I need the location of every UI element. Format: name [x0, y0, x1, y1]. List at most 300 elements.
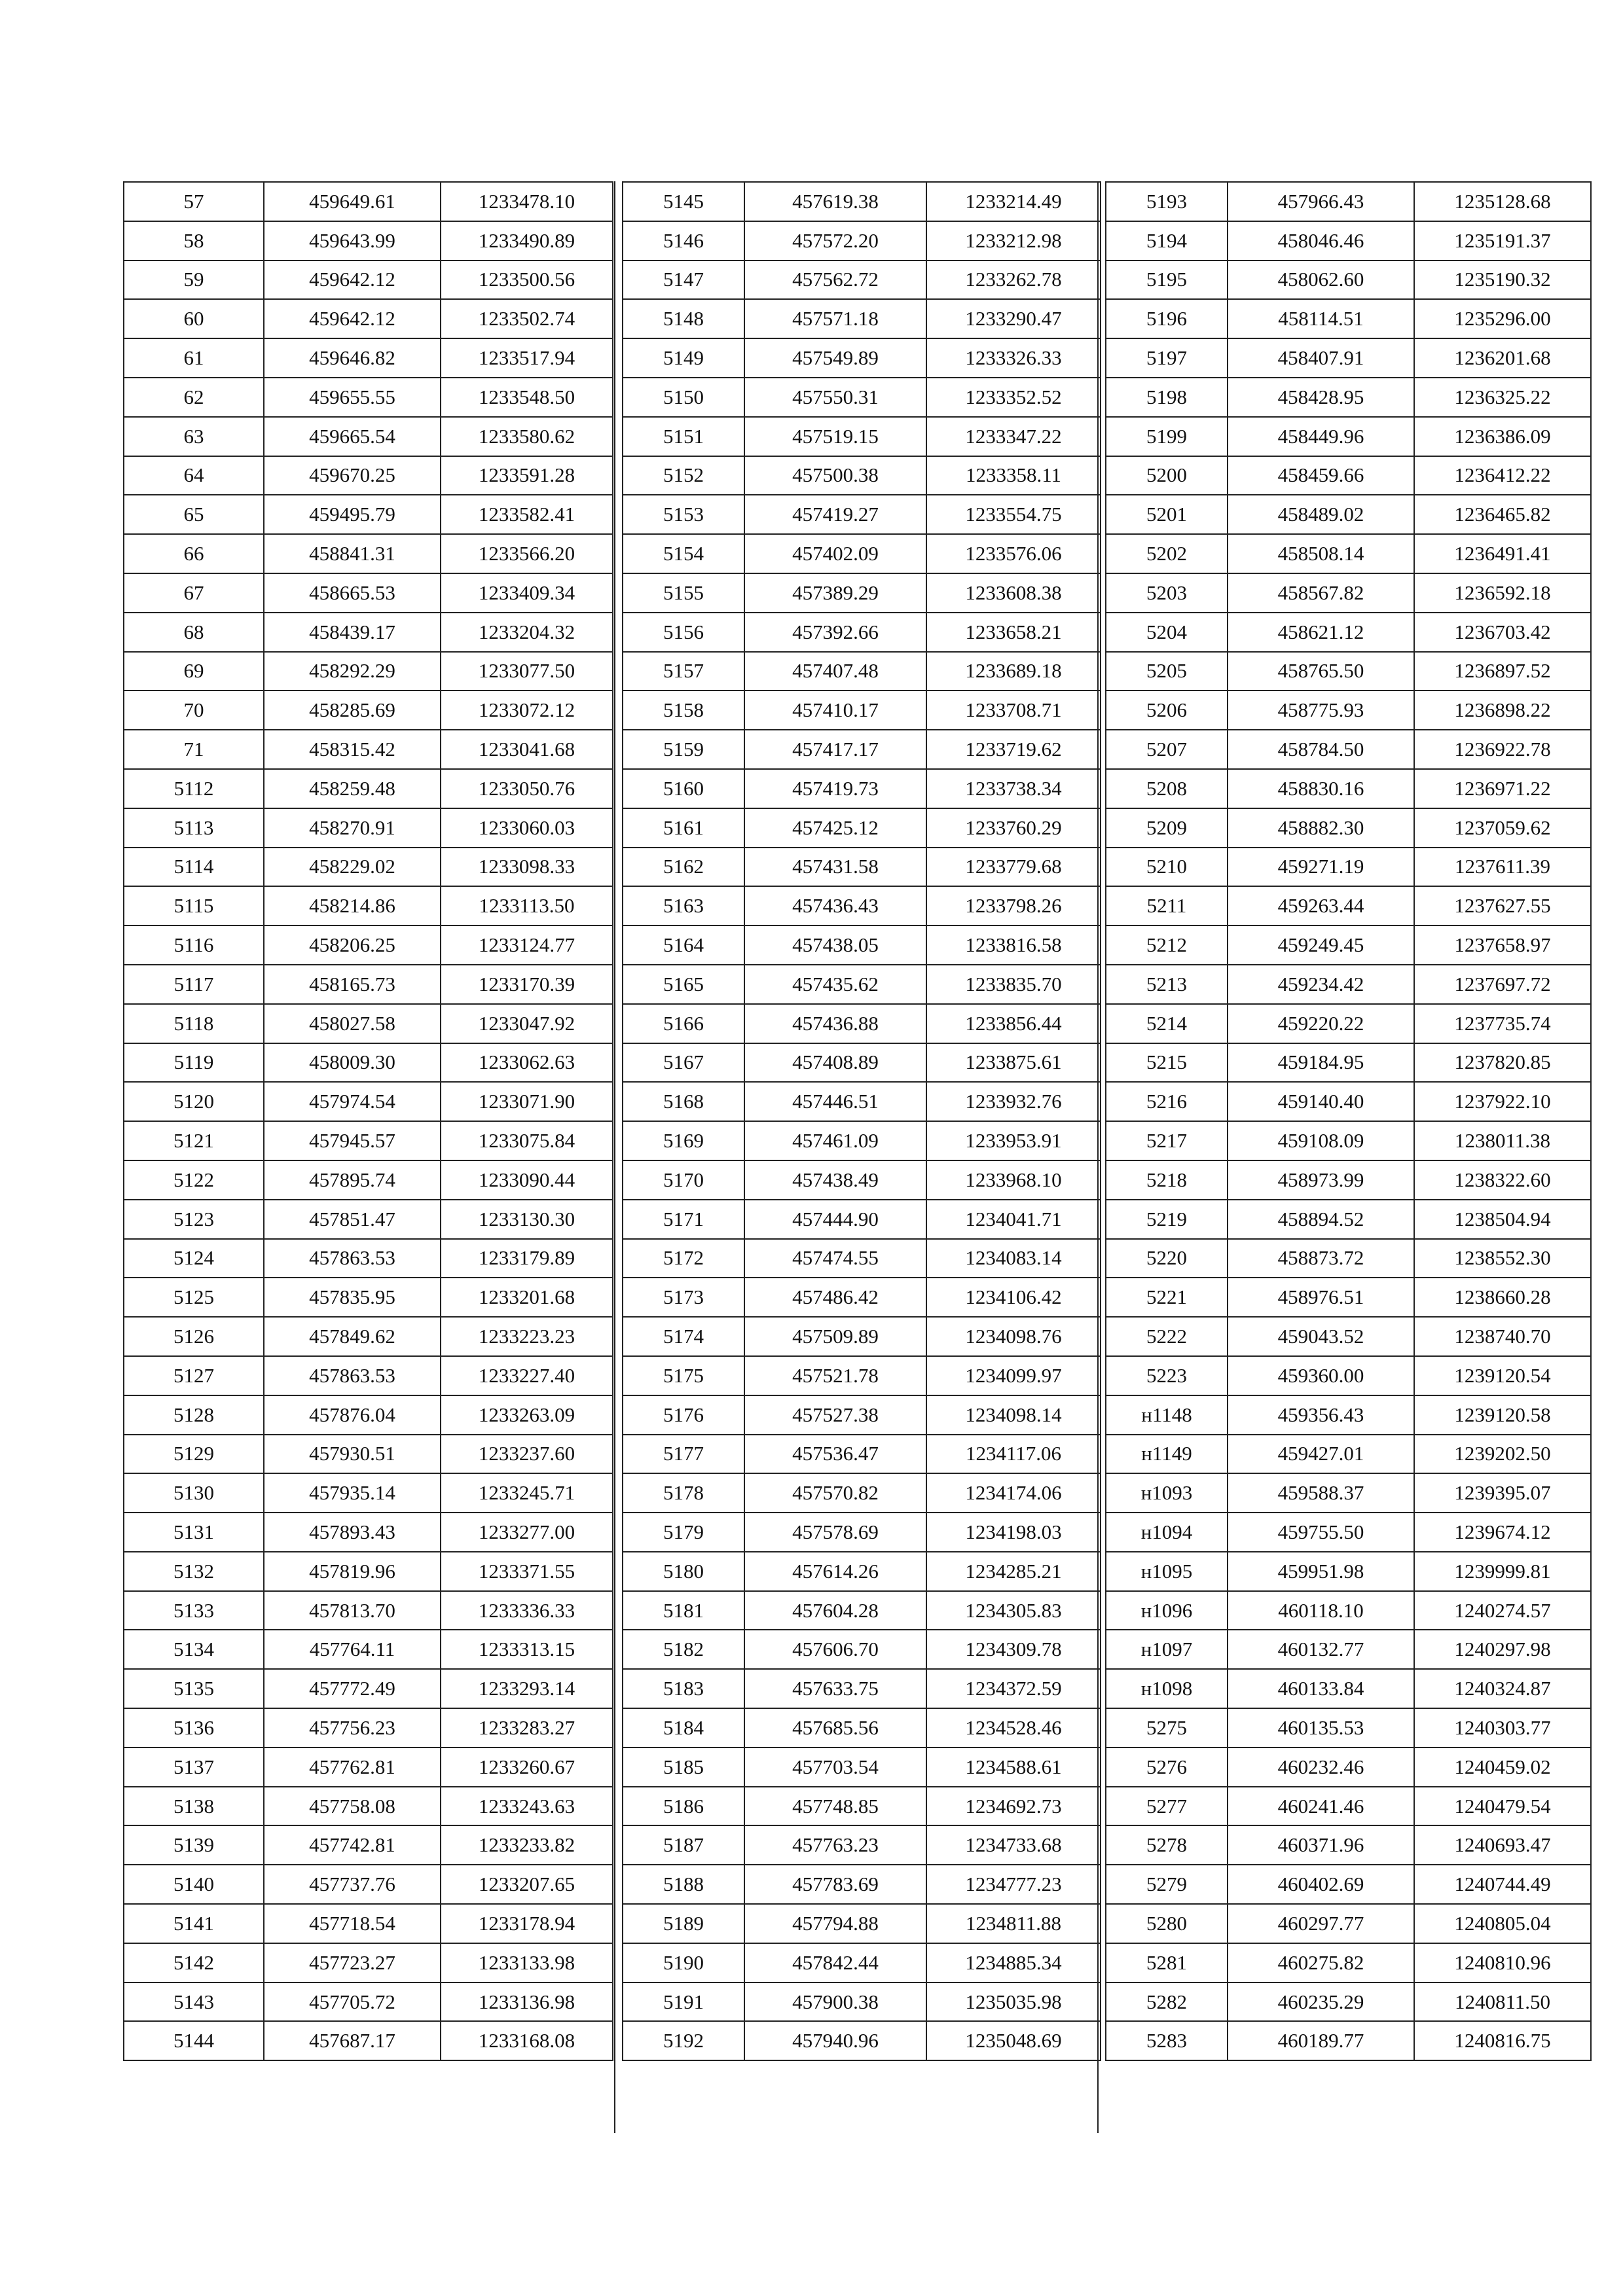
point-number-cell: 5222 [1106, 1317, 1228, 1356]
table-row [124, 417, 613, 456]
table-row [1106, 730, 1591, 769]
table-row [623, 456, 1101, 495]
point-number-cell: 5141 [124, 1904, 264, 1943]
point-number-cell: 5143 [124, 1982, 264, 2022]
x-coordinate-cell: 460133.84 [1228, 1669, 1414, 1708]
x-coordinate-cell: 457444.90 [744, 1200, 926, 1239]
point-number-cell: 5112 [124, 769, 264, 808]
y-coordinate-cell: 1233090.44 [441, 1160, 613, 1200]
x-coordinate-cell: 457685.56 [744, 1708, 926, 1748]
point-number-cell: 5161 [623, 808, 744, 848]
table-row [623, 730, 1101, 769]
y-coordinate-cell: 1236897.52 [1414, 652, 1591, 691]
point-number-cell: 5175 [623, 1356, 744, 1395]
y-coordinate-cell: 1240297.98 [1414, 1630, 1591, 1669]
x-coordinate-cell: 457604.28 [744, 1591, 926, 1630]
y-coordinate-cell: 1234733.68 [926, 1825, 1101, 1865]
x-coordinate-cell: 457900.38 [744, 1982, 926, 2022]
x-coordinate-cell: 459642.12 [264, 299, 441, 338]
x-coordinate-cell: 457486.42 [744, 1278, 926, 1317]
x-coordinate-cell: 459184.95 [1228, 1043, 1414, 1083]
x-coordinate-cell: 460297.77 [1228, 1904, 1414, 1943]
point-number-cell: 5221 [1106, 1278, 1228, 1317]
point-number-cell: 5181 [623, 1591, 744, 1630]
y-coordinate-cell: 1233260.67 [441, 1748, 613, 1787]
table-row [1106, 1356, 1591, 1395]
y-coordinate-cell: 1233245.71 [441, 1473, 613, 1513]
y-coordinate-cell: 1236325.22 [1414, 378, 1591, 417]
x-coordinate-cell: 457930.51 [264, 1435, 441, 1474]
table-row [124, 456, 613, 495]
y-coordinate-cell: 1235191.37 [1414, 221, 1591, 260]
point-number-cell: 5189 [623, 1904, 744, 1943]
y-coordinate-cell: 1233072.12 [441, 691, 613, 730]
y-coordinate-cell: 1233237.60 [441, 1435, 613, 1474]
y-coordinate-cell: 1233336.33 [441, 1591, 613, 1630]
table-row [1106, 1669, 1591, 1708]
point-number-cell: 5114 [124, 848, 264, 887]
table-row [124, 1591, 613, 1630]
table-row [1106, 456, 1591, 495]
y-coordinate-cell: 1233136.98 [441, 1982, 613, 2022]
x-coordinate-cell: 457446.51 [744, 1082, 926, 1121]
x-coordinate-cell: 459646.82 [264, 338, 441, 378]
y-coordinate-cell: 1233071.90 [441, 1082, 613, 1121]
table-row [124, 1669, 613, 1708]
y-coordinate-cell: 1234692.73 [926, 1787, 1101, 1826]
x-coordinate-cell: 457407.48 [744, 652, 926, 691]
point-number-cell: 5188 [623, 1865, 744, 1904]
x-coordinate-cell: 458508.14 [1228, 534, 1414, 573]
point-number-cell: 5165 [623, 965, 744, 1004]
x-coordinate-cell: 459649.61 [264, 182, 441, 221]
x-coordinate-cell: 457863.53 [264, 1356, 441, 1395]
y-coordinate-cell: 1233212.98 [926, 221, 1101, 260]
point-number-cell: 5122 [124, 1160, 264, 1200]
x-coordinate-cell: 460118.10 [1228, 1591, 1414, 1630]
table-row [623, 338, 1101, 378]
x-coordinate-cell: 457813.70 [264, 1591, 441, 1630]
point-number-cell: 5223 [1106, 1356, 1228, 1395]
table-row [124, 1513, 613, 1552]
table-row [124, 1160, 613, 1200]
x-coordinate-cell: 459755.50 [1228, 1513, 1414, 1552]
point-number-cell: 5117 [124, 965, 264, 1004]
y-coordinate-cell: 1236703.42 [1414, 613, 1591, 652]
y-coordinate-cell: 1236412.22 [1414, 456, 1591, 495]
x-coordinate-cell: 458259.48 [264, 769, 441, 808]
table-row [1106, 417, 1591, 456]
table-row [623, 2021, 1101, 2060]
point-number-cell: 5184 [623, 1708, 744, 1748]
table-row [124, 1865, 613, 1904]
point-number-cell: 63 [124, 417, 264, 456]
point-number-cell: 5121 [124, 1121, 264, 1160]
table-row [124, 1473, 613, 1513]
y-coordinate-cell: 1233168.08 [441, 2021, 613, 2060]
x-coordinate-cell: 459263.44 [1228, 886, 1414, 925]
y-coordinate-cell: 1233290.47 [926, 299, 1101, 338]
y-coordinate-cell: 1234198.03 [926, 1513, 1101, 1552]
table-body [623, 182, 1101, 2060]
x-coordinate-cell: 457435.62 [744, 965, 926, 1004]
point-number-cell: 5174 [623, 1317, 744, 1356]
table-row [623, 1630, 1101, 1669]
point-number-cell: 5146 [623, 221, 744, 260]
point-number-cell: 5281 [1106, 1943, 1228, 1982]
point-number-cell: 60 [124, 299, 264, 338]
y-coordinate-cell: 1233798.26 [926, 886, 1101, 925]
y-coordinate-cell: 1233062.63 [441, 1043, 613, 1083]
x-coordinate-cell: 459108.09 [1228, 1121, 1414, 1160]
point-number-cell: 5137 [124, 1748, 264, 1787]
y-coordinate-cell: 1240693.47 [1414, 1825, 1591, 1865]
table-row [1106, 1200, 1591, 1239]
point-number-cell: 5200 [1106, 456, 1228, 495]
table-row [124, 1552, 613, 1591]
table-row [623, 1239, 1101, 1278]
y-coordinate-cell: 1233760.29 [926, 808, 1101, 848]
y-coordinate-cell: 1234117.06 [926, 1435, 1101, 1474]
x-coordinate-cell: 458873.72 [1228, 1239, 1414, 1278]
table-row [1106, 1473, 1591, 1513]
point-number-cell: 5172 [623, 1239, 744, 1278]
y-coordinate-cell: 1238011.38 [1414, 1121, 1591, 1160]
x-coordinate-cell: 457703.54 [744, 1748, 926, 1787]
y-coordinate-cell: 1233227.40 [441, 1356, 613, 1395]
x-coordinate-cell: 457438.05 [744, 925, 926, 965]
table-row [1106, 1591, 1591, 1630]
point-number-cell: 5183 [623, 1669, 744, 1708]
table-row [124, 1004, 613, 1043]
table-row [623, 652, 1101, 691]
table-row [1106, 1082, 1591, 1121]
table-row [124, 1982, 613, 2022]
point-number-cell: 5217 [1106, 1121, 1228, 1160]
y-coordinate-cell: 1233953.91 [926, 1121, 1101, 1160]
point-number-cell: 57 [124, 182, 264, 221]
point-number-cell: 5197 [1106, 338, 1228, 378]
point-number-cell: 5151 [623, 417, 744, 456]
y-coordinate-cell: 1238740.70 [1414, 1317, 1591, 1356]
x-coordinate-cell: 458270.91 [264, 808, 441, 848]
table-row [124, 260, 613, 300]
table-row [1106, 1748, 1591, 1787]
point-number-cell: 5207 [1106, 730, 1228, 769]
x-coordinate-cell: 458428.95 [1228, 378, 1414, 417]
point-number-cell: 5159 [623, 730, 744, 769]
point-number-cell: 5191 [623, 1982, 744, 2022]
x-coordinate-cell: 458765.50 [1228, 652, 1414, 691]
x-coordinate-cell: 457851.47 [264, 1200, 441, 1239]
point-number-cell: н1149 [1106, 1435, 1228, 1474]
point-number-cell: 5210 [1106, 848, 1228, 887]
y-coordinate-cell: 1233500.56 [441, 260, 613, 300]
x-coordinate-cell: 458841.31 [264, 534, 441, 573]
x-coordinate-cell: 457614.26 [744, 1552, 926, 1591]
table-row [124, 1395, 613, 1435]
table-row [124, 1748, 613, 1787]
x-coordinate-cell: 460232.46 [1228, 1748, 1414, 1787]
x-coordinate-cell: 457571.18 [744, 299, 926, 338]
y-coordinate-cell: 1234099.97 [926, 1356, 1101, 1395]
y-coordinate-cell: 1233170.39 [441, 965, 613, 1004]
table-row [623, 1669, 1101, 1708]
table-row [623, 1200, 1101, 1239]
x-coordinate-cell: 457737.76 [264, 1865, 441, 1904]
y-coordinate-cell: 1234309.78 [926, 1630, 1101, 1669]
y-coordinate-cell: 1238660.28 [1414, 1278, 1591, 1317]
point-number-cell: 5169 [623, 1121, 744, 1160]
table-row [623, 925, 1101, 965]
table-row [623, 1982, 1101, 2022]
table-row [1106, 182, 1591, 221]
point-number-cell: 5126 [124, 1317, 264, 1356]
point-number-cell: 5209 [1106, 808, 1228, 848]
y-coordinate-cell: 1233326.33 [926, 338, 1101, 378]
y-coordinate-cell: 1234285.21 [926, 1552, 1101, 1591]
x-coordinate-cell: 457842.44 [744, 1943, 926, 1982]
y-coordinate-cell: 1238322.60 [1414, 1160, 1591, 1200]
point-number-cell: 5176 [623, 1395, 744, 1435]
table-row [623, 378, 1101, 417]
table-row [124, 1356, 613, 1395]
y-coordinate-cell: 1233352.52 [926, 378, 1101, 417]
y-coordinate-cell: 1235035.98 [926, 1982, 1101, 2022]
point-number-cell: 5171 [623, 1200, 744, 1239]
x-coordinate-cell: 458775.93 [1228, 691, 1414, 730]
y-coordinate-cell: 1233371.55 [441, 1552, 613, 1591]
table-row [1106, 1317, 1591, 1356]
y-coordinate-cell: 1233075.84 [441, 1121, 613, 1160]
table-row [623, 1395, 1101, 1435]
x-coordinate-cell: 459670.25 [264, 456, 441, 495]
x-coordinate-cell: 457509.89 [744, 1317, 926, 1356]
x-coordinate-cell: 459356.43 [1228, 1395, 1414, 1435]
point-number-cell: 5218 [1106, 1160, 1228, 1200]
y-coordinate-cell: 1233113.50 [441, 886, 613, 925]
x-coordinate-cell: 458439.17 [264, 613, 441, 652]
table-row [623, 299, 1101, 338]
x-coordinate-cell: 457410.17 [744, 691, 926, 730]
coordinates-table-1 [123, 181, 613, 2061]
table-row [623, 1865, 1101, 1904]
y-coordinate-cell: 1240816.75 [1414, 2021, 1591, 2060]
point-number-cell: 5177 [623, 1435, 744, 1474]
y-coordinate-cell: 1235128.68 [1414, 182, 1591, 221]
y-coordinate-cell: 1233283.27 [441, 1708, 613, 1748]
y-coordinate-cell: 1233277.00 [441, 1513, 613, 1552]
x-coordinate-cell: 458621.12 [1228, 613, 1414, 652]
y-coordinate-cell: 1234098.76 [926, 1317, 1101, 1356]
table-row [1106, 2021, 1591, 2060]
y-coordinate-cell: 1239674.12 [1414, 1513, 1591, 1552]
table-row [623, 417, 1101, 456]
x-coordinate-cell: 457940.96 [744, 2021, 926, 2060]
y-coordinate-cell: 1235190.32 [1414, 260, 1591, 300]
point-number-cell: 5187 [623, 1825, 744, 1865]
point-number-cell: н1094 [1106, 1513, 1228, 1552]
y-coordinate-cell: 1233932.76 [926, 1082, 1101, 1121]
x-coordinate-cell: 457748.85 [744, 1787, 926, 1826]
table-row [1106, 378, 1591, 417]
point-number-cell: 5142 [124, 1943, 264, 1982]
point-number-cell: 5130 [124, 1473, 264, 1513]
point-number-cell: 5215 [1106, 1043, 1228, 1083]
table-row [124, 378, 613, 417]
point-number-cell: 64 [124, 456, 264, 495]
table-row [1106, 691, 1591, 730]
point-number-cell: 5162 [623, 848, 744, 887]
table-row [623, 691, 1101, 730]
point-number-cell: 5173 [623, 1278, 744, 1317]
x-coordinate-cell: 460132.77 [1228, 1630, 1414, 1669]
point-number-cell: 5283 [1106, 2021, 1228, 2060]
point-number-cell: 5135 [124, 1669, 264, 1708]
point-number-cell: 5194 [1106, 221, 1228, 260]
point-number-cell: 5157 [623, 652, 744, 691]
point-number-cell: 5211 [1106, 886, 1228, 925]
x-coordinate-cell: 458459.66 [1228, 456, 1414, 495]
table-row [124, 534, 613, 573]
table-row [623, 808, 1101, 848]
table-row [124, 965, 613, 1004]
table-row [623, 1160, 1101, 1200]
x-coordinate-cell: 457550.31 [744, 378, 926, 417]
y-coordinate-cell: 1234106.42 [926, 1278, 1101, 1317]
table-row [124, 1787, 613, 1826]
x-coordinate-cell: 457619.38 [744, 182, 926, 221]
x-coordinate-cell: 459427.01 [1228, 1435, 1414, 1474]
table-row [623, 1748, 1101, 1787]
x-coordinate-cell: 457417.17 [744, 730, 926, 769]
point-number-cell: 5204 [1106, 613, 1228, 652]
point-number-cell: 5153 [623, 495, 744, 534]
y-coordinate-cell: 1233201.68 [441, 1278, 613, 1317]
x-coordinate-cell: 460189.77 [1228, 2021, 1414, 2060]
y-coordinate-cell: 1233608.38 [926, 573, 1101, 613]
y-coordinate-cell: 1236971.22 [1414, 769, 1591, 808]
point-number-cell: 67 [124, 573, 264, 613]
table-row [623, 886, 1101, 925]
point-number-cell: 5277 [1106, 1787, 1228, 1826]
x-coordinate-cell: 457402.09 [744, 534, 926, 573]
y-coordinate-cell: 1233478.10 [441, 182, 613, 221]
table-row [1106, 769, 1591, 808]
x-coordinate-cell: 457756.23 [264, 1708, 441, 1748]
y-coordinate-cell: 1233409.34 [441, 573, 613, 613]
y-coordinate-cell: 1233050.76 [441, 769, 613, 808]
table-row [1106, 1278, 1591, 1317]
x-coordinate-cell: 457419.73 [744, 769, 926, 808]
y-coordinate-cell: 1233576.06 [926, 534, 1101, 573]
point-number-cell: 5113 [124, 808, 264, 848]
x-coordinate-cell: 459665.54 [264, 417, 441, 456]
x-coordinate-cell: 457436.43 [744, 886, 926, 925]
point-number-cell: 5198 [1106, 378, 1228, 417]
y-coordinate-cell: 1233124.77 [441, 925, 613, 965]
x-coordinate-cell: 457742.81 [264, 1825, 441, 1865]
x-coordinate-cell: 459951.98 [1228, 1552, 1414, 1591]
point-number-cell: 5193 [1106, 182, 1228, 221]
point-number-cell: 5168 [623, 1082, 744, 1121]
point-number-cell: 5145 [623, 182, 744, 221]
table-row [1106, 1982, 1591, 2022]
table-row [1106, 495, 1591, 534]
x-coordinate-cell: 457521.78 [744, 1356, 926, 1395]
x-coordinate-cell: 457425.12 [744, 808, 926, 848]
y-coordinate-cell: 1240805.04 [1414, 1904, 1591, 1943]
point-number-cell: 66 [124, 534, 264, 573]
table-row [124, 1708, 613, 1748]
point-number-cell: 62 [124, 378, 264, 417]
y-coordinate-cell: 1233179.89 [441, 1239, 613, 1278]
point-number-cell: 5147 [623, 260, 744, 300]
point-number-cell: 70 [124, 691, 264, 730]
x-coordinate-cell: 458976.51 [1228, 1278, 1414, 1317]
table-row [1106, 573, 1591, 613]
point-number-cell: 5132 [124, 1552, 264, 1591]
x-coordinate-cell: 458894.52 [1228, 1200, 1414, 1239]
x-coordinate-cell: 457431.58 [744, 848, 926, 887]
table-row [1106, 1513, 1591, 1552]
table-row [623, 1591, 1101, 1630]
point-number-cell: 5192 [623, 2021, 744, 2060]
y-coordinate-cell: 1234811.88 [926, 1904, 1101, 1943]
table-row [124, 2021, 613, 2060]
x-coordinate-cell: 459220.22 [1228, 1004, 1414, 1043]
point-number-cell: н1097 [1106, 1630, 1228, 1669]
table-row [623, 1513, 1101, 1552]
table-row [124, 691, 613, 730]
x-coordinate-cell: 458567.82 [1228, 573, 1414, 613]
point-number-cell: 65 [124, 495, 264, 534]
x-coordinate-cell: 459643.99 [264, 221, 441, 260]
x-coordinate-cell: 459495.79 [264, 495, 441, 534]
x-coordinate-cell: 460241.46 [1228, 1787, 1414, 1826]
x-coordinate-cell: 458114.51 [1228, 299, 1414, 338]
y-coordinate-cell: 1237611.39 [1414, 848, 1591, 887]
table-row [1106, 338, 1591, 378]
point-number-cell: 5160 [623, 769, 744, 808]
point-number-cell: 59 [124, 260, 264, 300]
table-row [124, 1082, 613, 1121]
table-row [623, 1317, 1101, 1356]
point-number-cell: 5129 [124, 1435, 264, 1474]
table-row [623, 221, 1101, 260]
point-number-cell: 5179 [623, 1513, 744, 1552]
x-coordinate-cell: 459271.19 [1228, 848, 1414, 887]
y-coordinate-cell: 1233582.41 [441, 495, 613, 534]
y-coordinate-cell: 1233835.70 [926, 965, 1101, 1004]
table-row [1106, 965, 1591, 1004]
point-number-cell: 5154 [623, 534, 744, 573]
table-row [1106, 1708, 1591, 1748]
x-coordinate-cell: 457461.09 [744, 1121, 926, 1160]
x-coordinate-cell: 459655.55 [264, 378, 441, 417]
x-coordinate-cell: 460135.53 [1228, 1708, 1414, 1748]
y-coordinate-cell: 1234041.71 [926, 1200, 1101, 1239]
point-number-cell: 58 [124, 221, 264, 260]
x-coordinate-cell: 457723.27 [264, 1943, 441, 1982]
y-coordinate-cell: 1238552.30 [1414, 1239, 1591, 1278]
y-coordinate-cell: 1234098.14 [926, 1395, 1101, 1435]
table-row [124, 221, 613, 260]
table-row [124, 1278, 613, 1317]
table-row [124, 613, 613, 652]
y-coordinate-cell: 1233502.74 [441, 299, 613, 338]
table-row [623, 1043, 1101, 1083]
